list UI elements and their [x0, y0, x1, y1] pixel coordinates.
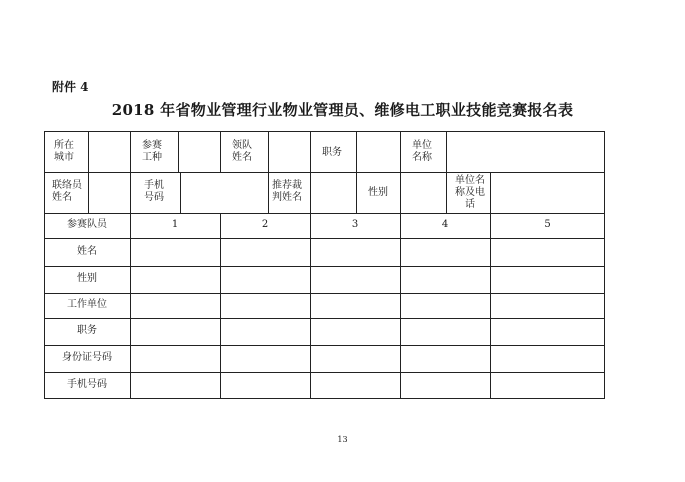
grid-line: [44, 172, 605, 173]
column-4: 4: [441, 219, 449, 230]
label-team-members: 参赛队员: [67, 219, 107, 230]
form-title: 2018 年省物业管理行业物业管理员、维修电工职业技能竞赛报名表: [111, 101, 574, 119]
label-gender: 性别: [368, 187, 388, 198]
label-position-field: 职务: [77, 325, 97, 336]
column-5: 5: [544, 219, 551, 230]
label-referee: 推荐裁判姓名: [272, 180, 302, 203]
column-2: 2: [261, 219, 269, 230]
grid-line: [220, 131, 221, 172]
grid-line: [44, 293, 605, 294]
grid-line: [44, 318, 605, 319]
label-gender-field: 性别: [77, 273, 97, 284]
grid-line: [88, 172, 89, 213]
column-3: 3: [351, 219, 359, 230]
label-mobile-field: 手机号码: [67, 379, 107, 390]
label-id-number: 身份证号码: [62, 352, 112, 363]
grid-line: [44, 213, 605, 214]
label-work-unit: 工作单位: [67, 299, 107, 310]
grid-line: [446, 131, 447, 213]
grid-line: [268, 131, 269, 213]
label-leader: 领队姓名: [232, 140, 252, 163]
grid-line: [180, 172, 181, 213]
grid-line: [130, 131, 131, 213]
label-name: 姓名: [77, 246, 97, 257]
column-1: 1: [171, 219, 179, 230]
grid-line: [44, 238, 605, 239]
grid-line: [400, 131, 401, 213]
grid-line: [310, 213, 311, 399]
grid-line: [178, 131, 179, 172]
label-position: 职务: [322, 147, 342, 158]
grid-line: [490, 213, 491, 399]
label-mobile: 手机号码: [144, 180, 164, 203]
grid-line: [490, 172, 491, 213]
grid-line: [88, 131, 89, 172]
attachment-label: 附件 4: [52, 80, 89, 94]
label-trade: 参赛工种: [142, 140, 162, 163]
label-unit: 单位名称: [412, 140, 432, 163]
label-contact: 联络员姓名: [52, 180, 82, 203]
label-city: 所在城市: [54, 140, 74, 163]
label-unit-phone: 单位名称及电话: [455, 175, 485, 210]
grid-line: [400, 213, 401, 399]
grid-line: [356, 131, 357, 213]
grid-line: [44, 372, 605, 373]
grid-line: [310, 131, 311, 213]
page-number: 13: [337, 435, 348, 444]
grid-line: [130, 213, 131, 399]
grid-line: [220, 213, 221, 399]
grid-line: [44, 345, 605, 346]
grid-line: [44, 266, 605, 267]
